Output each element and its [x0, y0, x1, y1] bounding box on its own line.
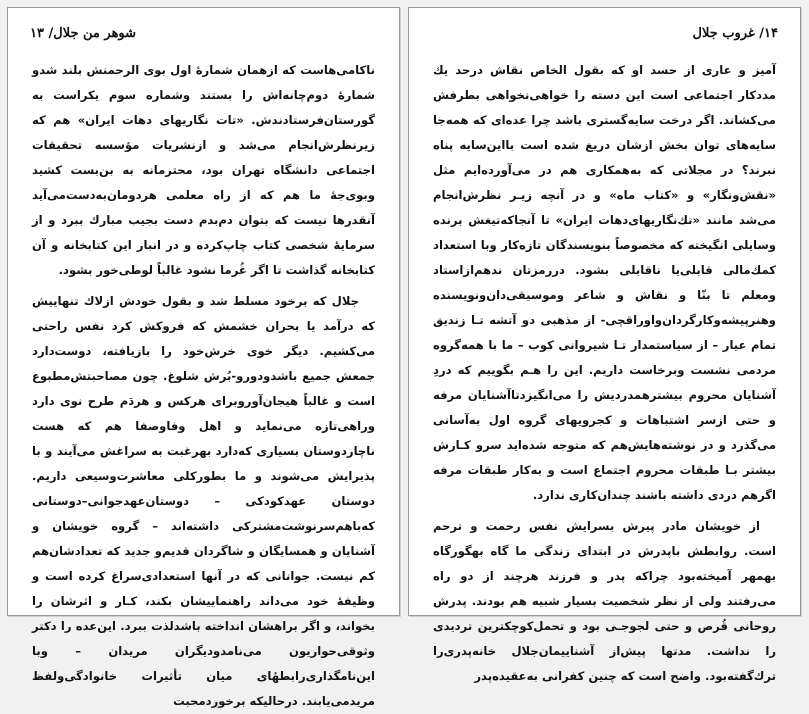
right-page-body [433, 58, 776, 689]
right-running-head: ۱۴/ غروب جلال [692, 26, 778, 41]
left-page-header [30, 24, 377, 44]
left-page-body [32, 58, 375, 714]
right-paragraph-2: از خویشان مادر پیرش بسرایش نفس رحمت و ترحم است. روابطش باپدرش در ابتدای زندگی ما گاه بهگورگاه بهمهر آمیخته‌بود چراکه پدر و فرزند هرچند از دو راه می‌رفتند ولی از نظر شخصیت بسیار شبیه هم بودند. پدرش روحانی قُرص و حتی لجوجـی بود و تحمل‌کوچکترین تردیدی را نداشت. مدتها پیش‌از آشناییمان‌جلال خانه‌پدری‌را ترك‌گفته‌بود. واضح است که چنین کفرانی به‌عقیده‌پدر [433, 519, 776, 683]
left-running-head: شوهر من جلال/ ۱۳ [30, 26, 137, 41]
right-page [408, 7, 801, 683]
left-paragraph-1: ناکامی‌هاست که ازهمان شمارهٔ اول بوی الرحمنش بلند شدو شمارهٔ دوم‌چانه‌اش را بستند وشماره سوم یکراست به گورستان‌فرستادندش. «تات نگاریهای دهات ایران» هم که زیرنظرش‌انجام می‌شد و ازنشریات مؤسسه تحقیقات اجتماعی دانشگاه تهران بود، محترمانه به بن‌بست کشید وبوی‌جهٔ ما هم که از راه معلمی هردومان‌به‌دست‌می‌آید آنقدرها نیست که بتوان دم‌بدم دست بجیب مبارك ببرد و از سرمایهٔ شخصی کتاب چاپ‌کرده و در انبار این کتابخانه و آن کتابخانه گذاشت تا اگر غُرما نشود غالباً لوطی‌خور بشود. [32, 63, 375, 277]
left-page [7, 7, 400, 708]
left-paragraph-2: جلال که برخود مسلط شد و بقول خودش ازلاك تنهاییش که درآمد یا بحران خشمش که فروکش کرد نفس راحتی می‌کشیم. دیگر خوی خرش‌خود را بازیافته، دوست‌دارد جمعش جمیع باشدودورو-بُرش شلوغ. چون مصاحبتش‌مطبوع است و غالباً هیجان‌آورو‌برای هرکس و هردَم طرح نوی دارد وراهی‌تازه می‌نماید و اهل وفاوصفا هم که هست ناچاردوستان بسیاری که‌دارد بهرغبت به سراغش می‌آیند و با پذیرایش می‌شوند و ما بطورکلی معاشرت‌وسیعی داریم. دوستان عهدکودکی – دوستان‌عهدجوانی–دوستانی که‌باهم‌سرنوشت‌مشترکی داشته‌اند – گروه خویشان و آشنایان و همسایگان و شاگردان قدیم‌و جدید که تعدادشان‌هم کم نیست. جوانانی که در آنها استعدادی‌سراغ کرده است و وظیفهٔ خود می‌داند راهنماییشان بکند، کـار و اثرشان را بخواند، و اگر براهشان انداخته باشدلذت ببرد. این‌عده را دکتر وثوقی‌حواریون می‌نامدودیگران مریدان – وبا این‌نامگذاری‌رابطهٔای میان تأثیرات خانوادگی‌ولفظ مریدمی‌یابند. درحالیکه برخوردمحبت [32, 294, 375, 708]
right-paragraph-1: آمیز و عاری از حسد او که بقول الخاص نقاش درحد یك مددکار اجتماعی است این دسته را خواهی‌نخواهی بطرفش می‌کشاند. اگر درخت سایه‌گستری باشد چرا عده‌ای که همه‌جا سایه‌های توان بخش ازشان دریغ شده است بااین‌سایه پناه نبرند؟ در مجلاتی که به‌همکاری هم در می‌آورده‌ایم مثل «نقش‌ونگار» و «کتاب ماه» و در آنچه زیـر نظرش‌انجام می‌شد مانند «تك‌نگاریهای‌دهات ایران» تا آنجاکه‌تیغش برنده وسایلی انگیخته که مخصوصاً بنویسندگان تازه‌کار وبا استعداد کمك‌مالی قابلی‌یا ناقابلی بشود. دررمزتان ندهم‌ازاستاد ومعلم تا بنّا و نقاش و شاعر وموسیقی‌دان‌ونویسنده وهنرپیشه‌وکارگردان‌واوراقچی- از مذهبی دو آتشه تـا زندیق تمام عیار – از سیاستمدار تـا شیروانی کوب – ما با همه‌گروه مردمی نشست وبرخاست داریم. این را هـم بگوییم که دردِ آشنایان محروم بیشترهمدردیش را می‌انگیزدتاآشنایان مرفه و حتی ازسر اشتباهات و کجرویهای گروه اول به‌آسانی می‌گذرد و در نوشته‌هایش‌هم که متوجه شده‌اید سرو کـارش بیشتر بـا طبقات محروم اجتماع است و به‌کار طبقات مرفه اگرهم دردی داشته باشند چندان‌کاری ندارد. [433, 63, 776, 502]
right-page-header [431, 24, 778, 44]
